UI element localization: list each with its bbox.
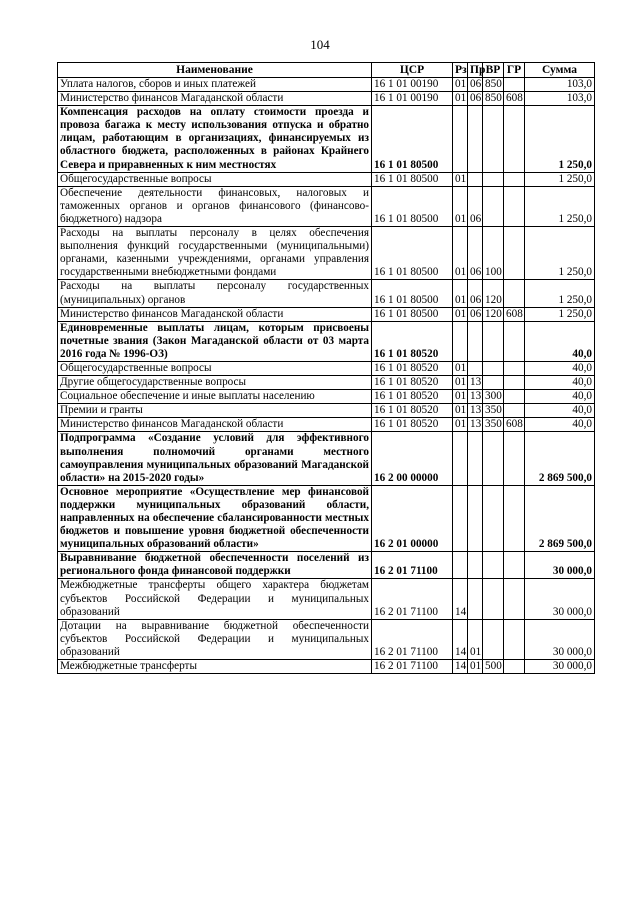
cell-vr [483,106,504,172]
table-row [58,106,595,172]
cell-csr: 16 1 01 80520 [372,376,453,390]
cell-vr [483,321,504,361]
table-row [58,432,595,485]
cell-csr: 16 1 01 00190 [372,78,453,92]
cell-pr: 06 [468,227,483,280]
cell-pr: 13 [468,418,483,432]
cell-rz [453,106,468,172]
header-rz: Рз [453,63,468,78]
table-row [58,280,595,307]
cell-csr: 16 2 01 71100 [372,660,453,674]
cell-gr [504,227,525,280]
cell-csr: 16 2 00 00000 [372,432,453,485]
cell-sum: 40,0 [525,376,595,390]
cell-rz: 01 [453,418,468,432]
cell-sum: 30 000,0 [525,619,595,659]
cell-name: Межбюджетные трансферты общего характера бюджетам субъектов Российской Федерации и муниципальных образований [58,579,372,619]
cell-gr [504,376,525,390]
cell-rz: 01 [453,390,468,404]
cell-pr: 06 [468,307,483,321]
cell-rz: 14 [453,660,468,674]
cell-name: Министерство финансов Магаданской области [58,418,372,432]
cell-name: Уплата налогов, сборов и иных платежей [58,78,372,92]
cell-name: Общегосударственные вопросы [58,172,372,186]
cell-name: Единовременные выплаты лицам, которым присвоены почетные звания (Закон Магаданской области от 03 марта 2016 года № 1996-ОЗ) [58,321,372,361]
cell-csr: 16 1 01 00190 [372,92,453,106]
cell-csr: 16 1 01 80500 [372,280,453,307]
table-row [58,321,595,361]
cell-vr: 350 [483,418,504,432]
cell-name: Другие общегосударственные вопросы [58,376,372,390]
cell-sum: 40,0 [525,418,595,432]
header-csr: ЦСР [372,63,453,78]
header-vr: ВР [483,63,504,78]
table-row [58,552,595,579]
cell-name: Социальное обеспечение и иные выплаты населению [58,390,372,404]
cell-gr [504,361,525,375]
cell-pr: 01 [468,619,483,659]
cell-sum: 2 869 500,0 [525,485,595,551]
cell-csr: 16 1 01 80500 [372,186,453,226]
cell-sum: 40,0 [525,321,595,361]
cell-csr: 16 1 01 80520 [372,390,453,404]
cell-name: Расходы на выплаты персоналу в целях обеспечения выполнения функций государственными (муниципальными) органами, казенными учреждениями, органами управления государственными внебюджетными фондами [58,227,372,280]
cell-rz [453,321,468,361]
cell-gr [504,404,525,418]
cell-rz [453,485,468,551]
cell-gr [504,660,525,674]
cell-vr [483,485,504,551]
cell-rz: 01 [453,404,468,418]
cell-csr: 16 1 01 80500 [372,227,453,280]
page-number: 104 [310,37,330,52]
cell-rz: 01 [453,78,468,92]
cell-vr: 120 [483,307,504,321]
cell-sum: 1 250,0 [525,227,595,280]
table-row [58,485,595,551]
cell-name: Министерство финансов Магаданской области [58,92,372,106]
cell-gr [504,106,525,172]
table-row [58,186,595,226]
cell-sum: 1 250,0 [525,106,595,172]
cell-gr [504,619,525,659]
cell-pr [468,579,483,619]
cell-vr [483,186,504,226]
cell-gr [504,172,525,186]
table-row [58,660,595,674]
cell-csr: 16 1 01 80500 [372,172,453,186]
cell-vr: 350 [483,404,504,418]
cell-rz: 01 [453,361,468,375]
cell-vr [483,619,504,659]
cell-vr: 850 [483,78,504,92]
cell-name: Подпрограмма «Создание условий для эффективного выполнения полномочий органами местного самоуправления муниципальных образований Магаданской области» на 2015-2020 годы» [58,432,372,485]
cell-name: Дотации на выравнивание бюджетной обеспеченности субъектов Российской Федерации и муниципальных образований [58,619,372,659]
cell-rz: 14 [453,619,468,659]
cell-csr: 16 2 01 71100 [372,579,453,619]
cell-csr: 16 1 01 80520 [372,361,453,375]
cell-gr: 608 [504,92,525,106]
cell-gr [504,432,525,485]
table-row [58,418,595,432]
cell-csr: 16 2 01 71100 [372,619,453,659]
cell-vr: 100 [483,227,504,280]
cell-csr: 16 1 01 80520 [372,418,453,432]
cell-gr: 608 [504,307,525,321]
table-row [58,390,595,404]
cell-sum: 40,0 [525,390,595,404]
cell-sum: 30 000,0 [525,579,595,619]
cell-sum: 40,0 [525,404,595,418]
cell-name: Общегосударственные вопросы [58,361,372,375]
cell-vr: 850 [483,92,504,106]
cell-vr: 120 [483,280,504,307]
cell-csr: 16 1 01 80500 [372,307,453,321]
cell-rz: 14 [453,579,468,619]
cell-gr [504,280,525,307]
header-row [58,63,595,78]
cell-sum: 103,0 [525,92,595,106]
cell-name: Компенсация расходов на оплату стоимости проезда и провоза багажа к месту использования отпуска и обратно лицам, работающим в организациях, финансируемых из областного бюджета, расположенных в районах Крайнего Севера и приравненных к ним местностях [58,106,372,172]
cell-sum: 103,0 [525,78,595,92]
table-row [58,307,595,321]
cell-pr: 06 [468,186,483,226]
cell-sum: 1 250,0 [525,186,595,226]
cell-rz: 01 [453,307,468,321]
cell-rz: 01 [453,92,468,106]
table-row [58,376,595,390]
cell-name: Премии и гранты [58,404,372,418]
cell-pr [468,106,483,172]
cell-gr [504,186,525,226]
cell-vr [483,579,504,619]
table-row [58,227,595,280]
cell-pr [468,321,483,361]
cell-rz [453,552,468,579]
cell-pr: 13 [468,404,483,418]
cell-gr: 608 [504,418,525,432]
cell-pr: 13 [468,376,483,390]
cell-vr [483,172,504,186]
cell-sum: 30 000,0 [525,552,595,579]
table-row [58,172,595,186]
header-pr: Пр [468,63,483,78]
cell-rz: 01 [453,227,468,280]
cell-pr: 06 [468,78,483,92]
cell-pr [468,485,483,551]
header-name: Наименование [58,63,372,78]
cell-rz: 01 [453,186,468,226]
cell-pr [468,172,483,186]
cell-pr [468,552,483,579]
header-sum: Сумма [525,63,595,78]
cell-name: Министерство финансов Магаданской области [58,307,372,321]
cell-gr [504,321,525,361]
cell-pr: 13 [468,390,483,404]
cell-gr [504,552,525,579]
cell-sum: 1 250,0 [525,280,595,307]
cell-sum: 1 250,0 [525,172,595,186]
cell-pr [468,432,483,485]
cell-name: Межбюджетные трансферты [58,660,372,674]
cell-name: Основное мероприятие «Осуществление мер финансовой поддержки муниципальных образований области, направленных на обеспечение сбалансированности местных бюджетов и повышение уровня бюджетной обеспеченности муниципальных образований области» [58,485,372,551]
header-gr: ГР [504,63,525,78]
cell-vr [483,432,504,485]
cell-csr: 16 1 01 80520 [372,404,453,418]
table-row [58,579,595,619]
cell-vr: 300 [483,390,504,404]
cell-csr: 16 2 01 00000 [372,485,453,551]
cell-gr [504,390,525,404]
cell-rz: 01 [453,280,468,307]
cell-pr: 01 [468,660,483,674]
table-row [58,92,595,106]
cell-rz [453,432,468,485]
cell-gr [504,78,525,92]
cell-sum: 30 000,0 [525,660,595,674]
cell-vr [483,552,504,579]
table-row [58,78,595,92]
cell-rz: 01 [453,172,468,186]
cell-csr: 16 2 01 71100 [372,552,453,579]
table-row [58,361,595,375]
table-row [58,619,595,659]
cell-vr: 500 [483,660,504,674]
cell-pr [468,361,483,375]
cell-csr: 16 1 01 80500 [372,106,453,172]
table-row [58,404,595,418]
cell-gr [504,579,525,619]
cell-name: Расходы на выплаты персоналу государственных (муниципальных) органов [58,280,372,307]
cell-name: Выравнивание бюджетной обеспеченности поселений из регионального фонда финансовой поддержки [58,552,372,579]
cell-sum: 40,0 [525,361,595,375]
cell-gr [504,485,525,551]
cell-sum: 2 869 500,0 [525,432,595,485]
budget-table [57,62,595,674]
cell-csr: 16 1 01 80520 [372,321,453,361]
cell-pr: 06 [468,92,483,106]
cell-name: Обеспечение деятельности финансовых, налоговых и таможенных органов и органов финансового (финансово-бюджетного) надзора [58,186,372,226]
cell-sum: 1 250,0 [525,307,595,321]
cell-rz: 01 [453,376,468,390]
cell-vr [483,361,504,375]
cell-pr: 06 [468,280,483,307]
cell-vr [483,376,504,390]
